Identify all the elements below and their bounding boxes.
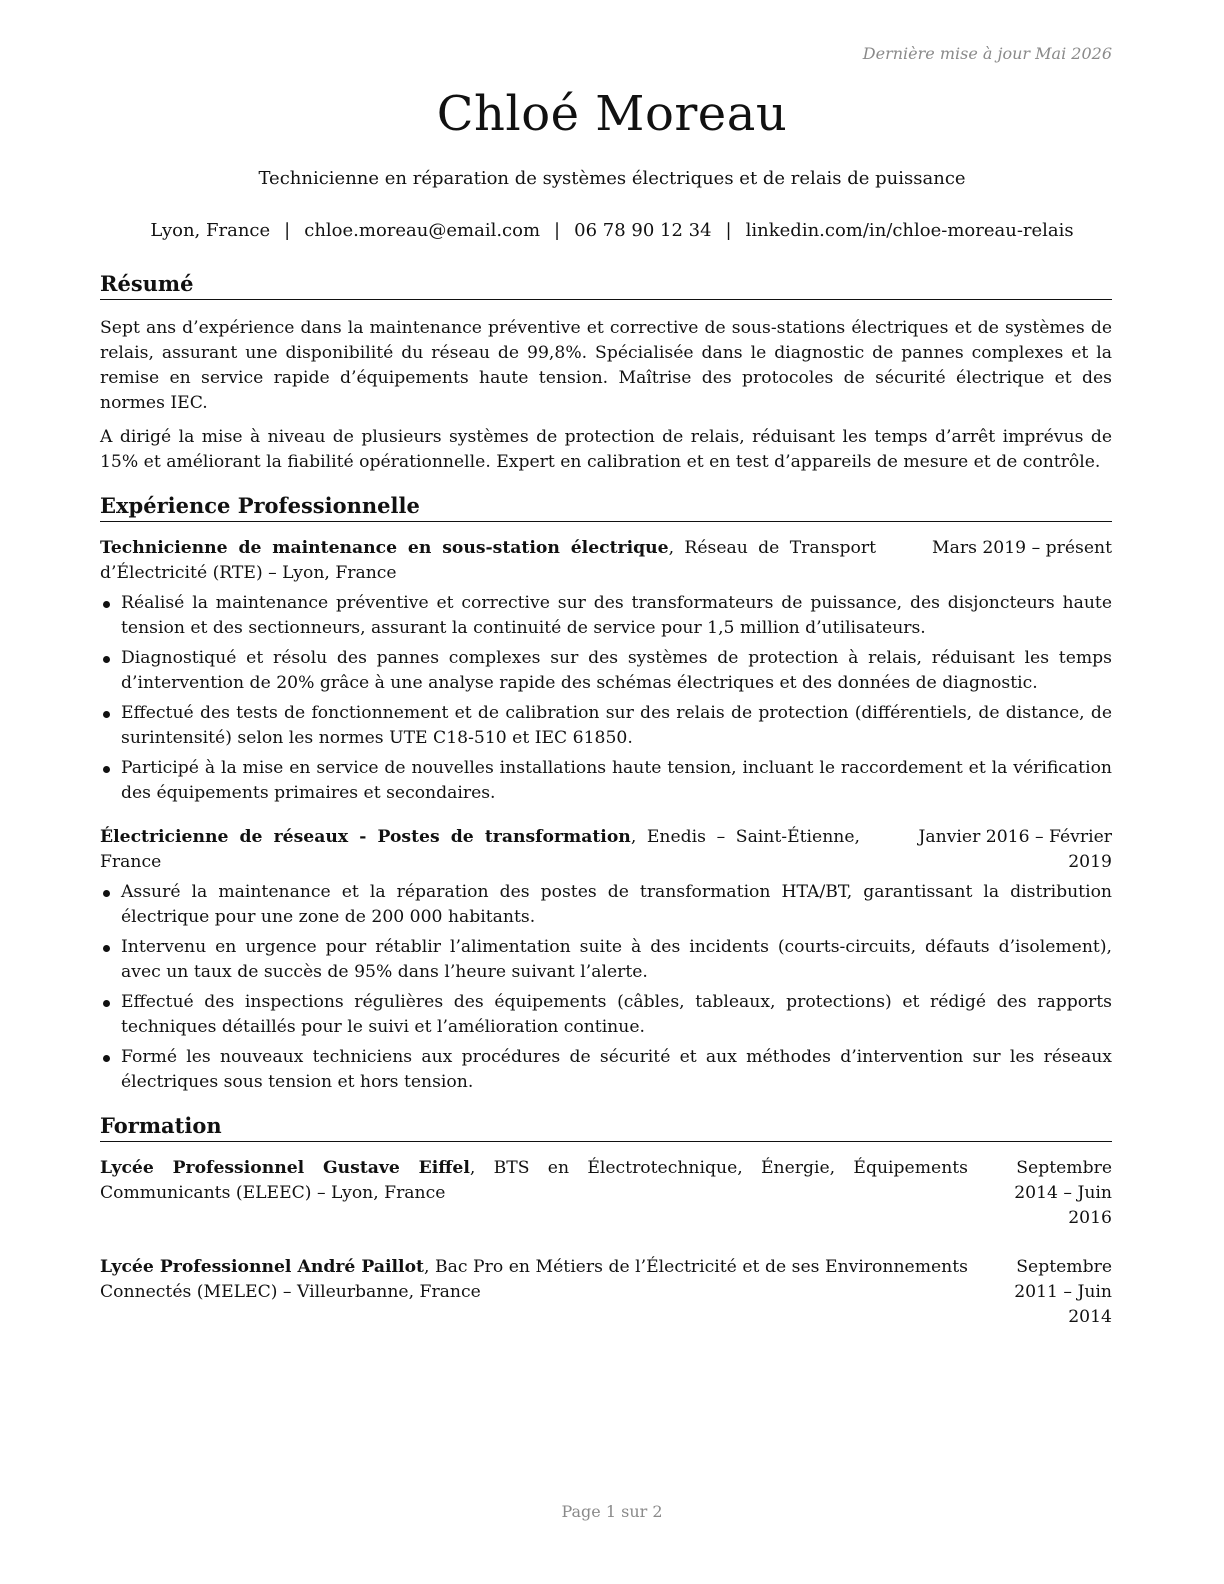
contact-line (0, 220, 1224, 241)
page-number: Page 1 sur 2 (561, 1502, 663, 1521)
job-title: Technicienne de maintenance en sous-station électrique (100, 538, 669, 558)
bullet-text: Assuré la maintenance et la réparation des postes de transformation HTA/BT, garantissant la distribution électrique pour une zone de 200 000 habitants. (121, 882, 1112, 927)
list-item (100, 646, 1112, 696)
list-item (100, 935, 1112, 985)
education-dates: Septembre 2014 – Juin 2016 (1014, 1158, 1112, 1228)
education-entry (100, 1156, 1112, 1231)
bullet-text: Formé les nouveaux techniciens aux procédures de sécurité et aux méthodes d’intervention sur les réseaux électriques sous tension et hors tension. (121, 1047, 1112, 1092)
bullet-text: Réalisé la maintenance préventive et corrective sur des transformateurs de puissance, des disjoncteurs haute tension et des sectionneurs, assurant la continuité de service pour 1,5 million d’utilisateurs. (121, 593, 1112, 638)
summary-section (100, 270, 1112, 475)
degree-description: , Bac Pro en Métiers de l’Électricité et de ses Environnements Connectés (MELEC) – Villeurbanne, France (100, 1257, 968, 1302)
job-entry (100, 536, 1112, 806)
job-dates: Mars 2019 – présent (932, 538, 1112, 558)
job-dates: Janvier 2016 – Février 2019 (918, 827, 1112, 872)
bullet-dot (103, 1055, 110, 1062)
list-item (100, 990, 1112, 1040)
job-title: Électricienne de réseaux - Postes de transformation (100, 827, 631, 847)
bullet-dot (103, 601, 110, 608)
list-item (100, 701, 1112, 751)
contact-separator: | (725, 220, 732, 241)
bullet-dot (103, 1000, 110, 1007)
summary-paragraph: Sept ans d’expérience dans la maintenance préventive et corrective de sous-stations électriques et de systèmes de relais, assurant une disponibilité du réseau de 99,8%. Spécialisée dans le diagnostic de pannes complexes et la remise en service rapide d’équipements haute tension. Maîtrise des protocoles de sécurité électrique et des normes IEC. (100, 318, 1112, 413)
bullet-text: Effectué des inspections régulières des équipements (câbles, tableaux, protections) et rédigé des rapports techniques détaillés pour le suivi et l’amélioration continue. (121, 992, 1112, 1037)
bullet-dot (103, 711, 110, 718)
experience-section (100, 492, 1112, 1095)
education-section (100, 1112, 1112, 1330)
bullet-text: Intervenu en urgence pour rétablir l’alimentation suite à des incidents (courts-circuits, défauts d’isolement), avec un taux de succès de 95% dans l’heure suivant l’alerte. (121, 937, 1112, 982)
summary-paragraph: A dirigé la mise à niveau de plusieurs systèmes de protection de relais, réduisant les temps d’arrêt imprévus de 15% et améliorant la fiabilité opérationnelle. Expert en calibration et en test d’appareils de mesure et de contrôle. (100, 427, 1112, 472)
job-organization: , Enedis – Saint-Étienne, France (100, 827, 860, 872)
experience-heading: Expérience Professionnelle (100, 492, 1112, 522)
list-item (100, 591, 1112, 641)
list-item (100, 1045, 1112, 1095)
bullet-text: Diagnostiqué et résolu des pannes complexes sur des systèmes de protection à relais, réduisant les temps d’intervention de 20% grâce à une analyse rapide des schémas électriques et des données de diagnostic. (121, 648, 1112, 693)
contact-phone: 06 78 90 12 34 (574, 220, 712, 241)
job-header (100, 536, 1112, 586)
last-updated-note: Dernière mise à jour Mai 2026 (862, 44, 1112, 63)
job-entry (100, 825, 1112, 1095)
list-item (100, 880, 1112, 930)
school-name: Lycée Professionnel Gustave Eiffel (100, 1158, 470, 1178)
bullet-dot (103, 656, 110, 663)
list-item (100, 756, 1112, 806)
summary-heading: Résumé (100, 270, 1112, 300)
school-name: Lycée Professionnel André Paillot (100, 1257, 424, 1277)
job-bullets (100, 591, 1112, 806)
bullet-dot (103, 890, 110, 897)
contact-email[interactable]: chloe.moreau@email.com (304, 220, 541, 241)
job-bullets (100, 880, 1112, 1095)
job-organization: , Réseau de Transport d’Électricité (RTE) – Lyon, France (100, 538, 876, 583)
contact-separator: | (554, 220, 561, 241)
degree-description: , BTS en Électrotechnique, Énergie, Équipements Communicants (ELEEC) – Lyon, France (100, 1158, 968, 1203)
bullet-text: Participé à la mise en service de nouvelles installations haute tension, incluant le raccordement et la vérification des équipements primaires et secondaires. (121, 758, 1112, 803)
bullet-dot (103, 945, 110, 952)
contact-linkedin[interactable]: linkedin.com/in/chloe-moreau-relais (745, 220, 1074, 241)
contact-separator: | (284, 220, 291, 241)
job-header (100, 825, 1112, 875)
bullet-dot (103, 766, 110, 773)
job-subtitle: Technicienne en réparation de systèmes électriques et de relais de puissance (258, 168, 966, 189)
bullet-text: Effectué des tests de fonctionnement et de calibration sur des relais de protection (différentiels, de distance, de surintensité) selon les normes UTE C18-510 et IEC 61850. (121, 703, 1112, 748)
education-entry (100, 1255, 1112, 1330)
candidate-name: Chloé Moreau (436, 86, 788, 142)
education-dates: Septembre 2011 – Juin 2014 (1014, 1257, 1112, 1327)
resume-body (100, 270, 1112, 1330)
contact-location: Lyon, France (150, 220, 271, 241)
education-heading: Formation (100, 1112, 1112, 1142)
